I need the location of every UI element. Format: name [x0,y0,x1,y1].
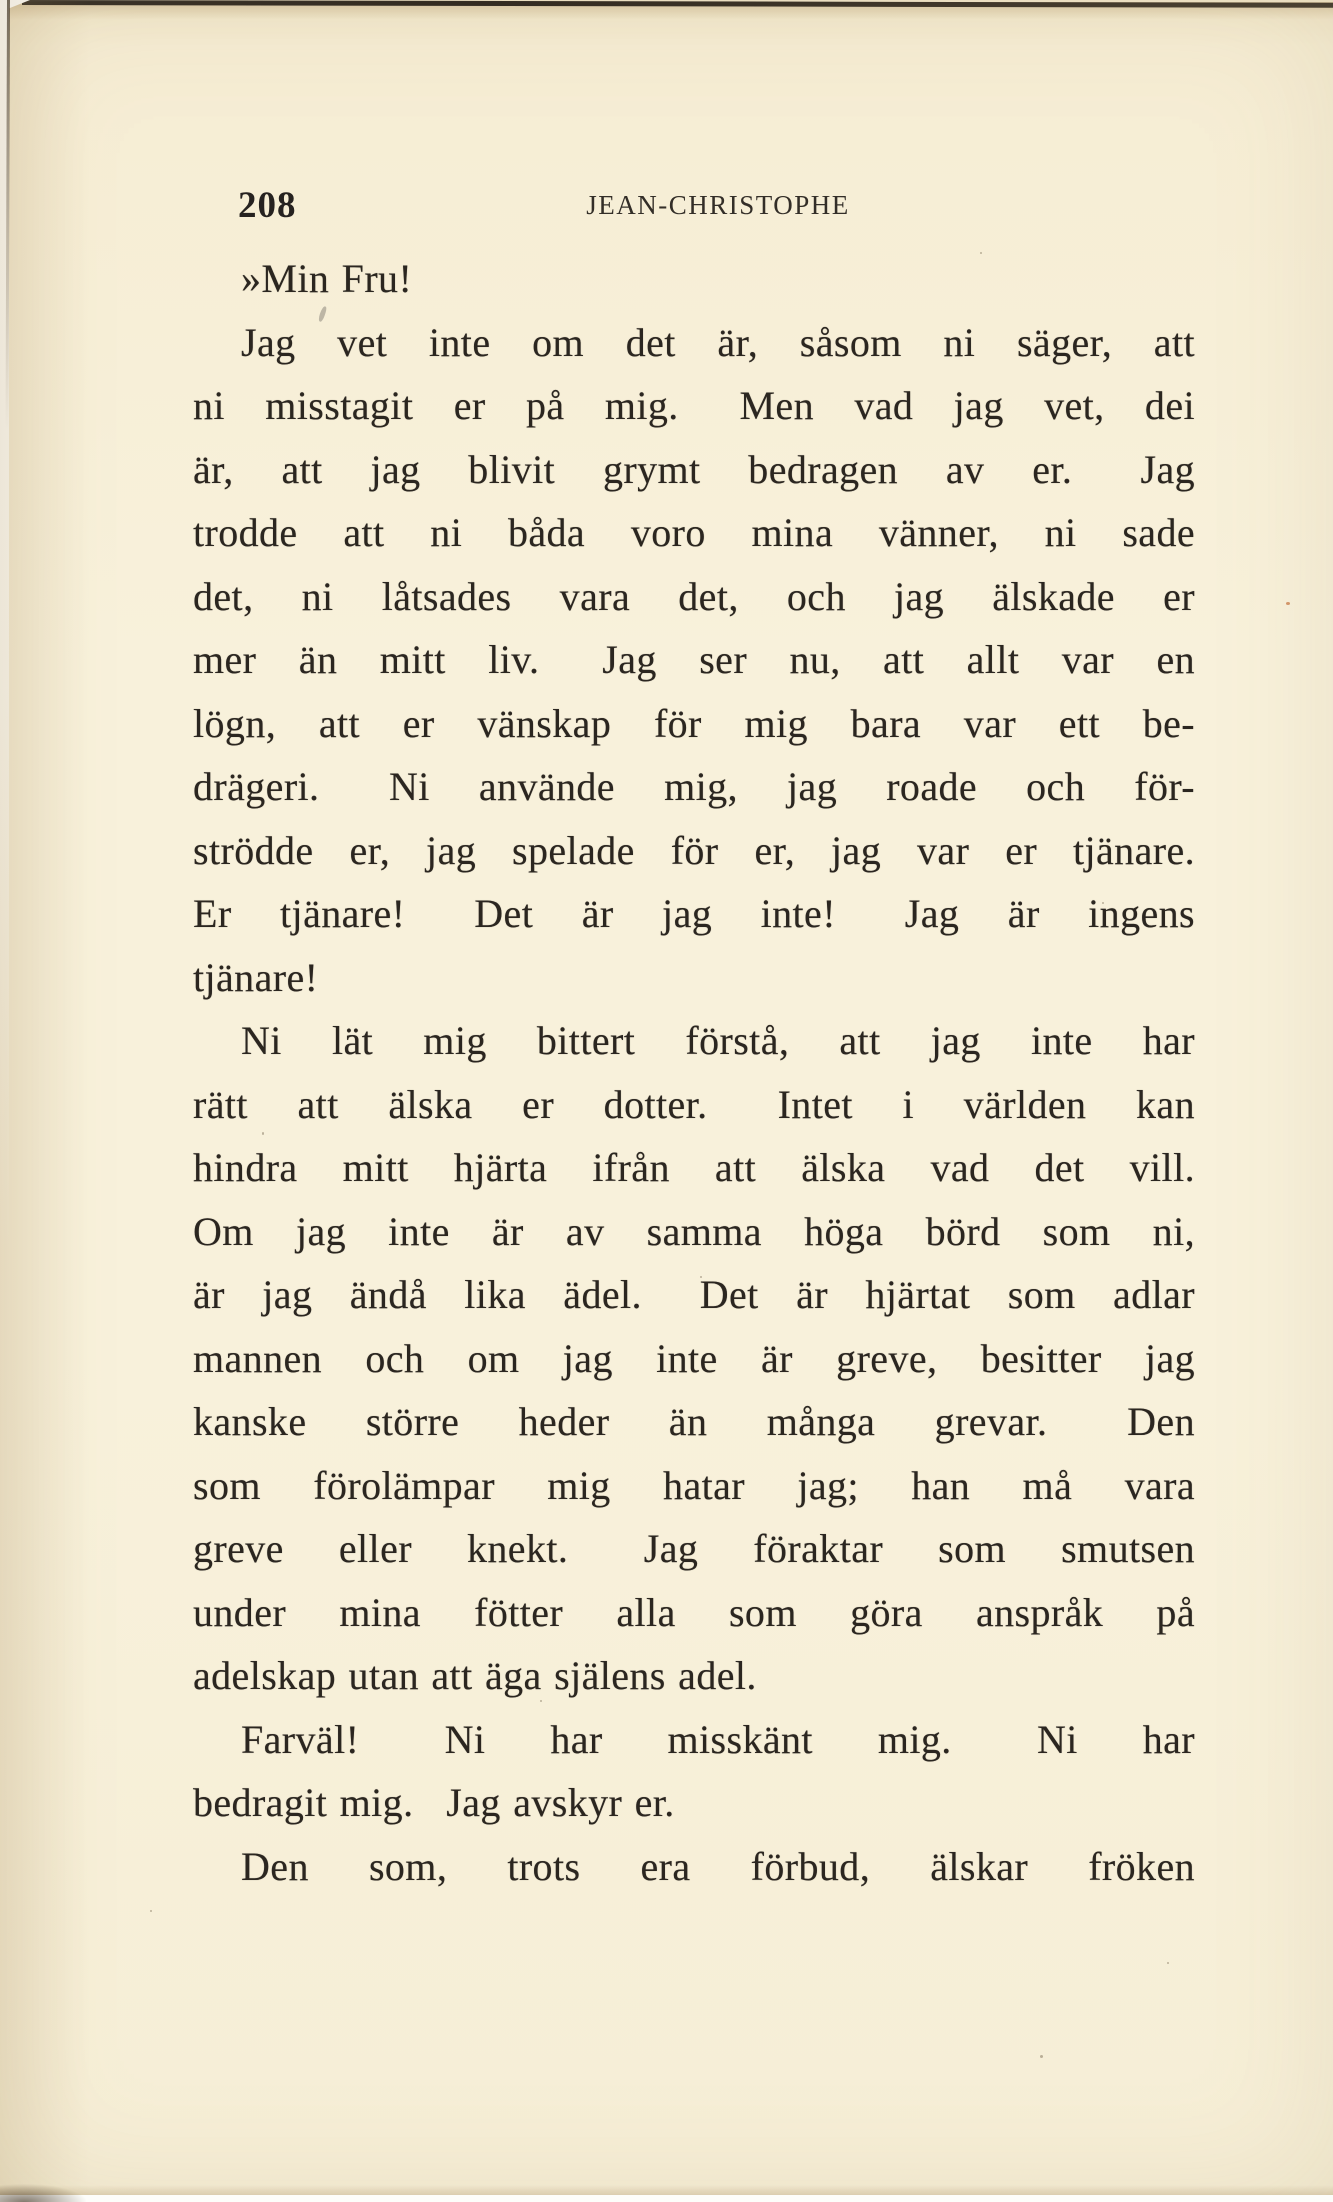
text-line: adelskap utan att äga själens adel. [193,1653,757,1698]
text-line: rätt att älska er dotter. Intet i världen kan [193,1081,1195,1127]
text-line: »Min Fru! [241,256,413,301]
page-bottom-smudge [0,2184,86,2202]
text-line: är jag ändå lika ädel. Det är hjärtat som adlar [193,1272,1195,1317]
text-line: trodde att ni båda voro mina vänner, ni sade [193,510,1195,555]
text-line: det, ni låtsades vara det, och jag älskade er [193,573,1195,619]
text-line: hindra mitt hjärta ifrån att älska vad det vill. [193,1145,1195,1190]
text-line: Ni lät mig bittert förstå, att jag inte har [241,1018,1195,1063]
text-line: kanske större heder än många grevar. Den [193,1399,1195,1444]
text-column [193,247,1195,1898]
text-line: greve eller knekt. Jag föraktar som smutsen [193,1526,1195,1571]
paper-speck [150,1910,152,1912]
text-line: Jag vet inte om det är, såsom ni säger, att [241,319,1195,365]
scan-background-bottom [0,2195,1333,2202]
text-line: mer än mitt liv. Jag ser nu, att allt var en [193,637,1195,682]
text-line: drägeri. Ni använde mig, jag roade och för- [193,764,1195,809]
paper-speck [1167,1962,1169,1964]
paper-speck [1040,2055,1043,2058]
page-left-shadow [0,0,90,2202]
text-line: Farväl! Ni har misskänt mig. Ni har [241,1716,1195,1762]
paper-speck [980,252,982,254]
text-line: lögn, att er vänskap för mig bara var ett be- [193,700,1195,746]
running-header [193,190,1195,221]
page-number: 208 [238,185,297,226]
text-line: ni misstagit er på mig. Men vad jag vet, dei [193,383,1195,428]
text-line: Den som, trots era förbud, älskar fröken [241,1843,1195,1889]
paper-speck [700,1276,702,1278]
text-line: under mina fötter alla som göra anspråk på [193,1589,1195,1635]
text-line: tjänare! [193,954,319,1000]
paper-speck [1286,602,1290,605]
text-line: Om jag inte är av samma höga börd som ni, [193,1208,1195,1254]
text-line: är, att jag blivit grymt bedragen av er. Jag [193,446,1195,492]
paper-speck [262,1132,264,1135]
text-line: Er tjänare! Det är jag inte! Jag är ingens [193,891,1195,936]
paper-speck [540,1700,542,1702]
paper-speck [420,592,422,594]
text-line: strödde er, jag spelade för er, jag var er tjänare. [193,827,1195,873]
text-line: mannen och om jag inte är greve, besitter jag [193,1335,1195,1381]
running-header-text: JEAN-CHRISTOPHE [586,190,850,220]
text-line: bedragit mig. Jag avskyr er. [193,1780,675,1825]
paper-speck [1102,902,1104,904]
text-line: som förolämpar mig hatar jag; han må vara [193,1462,1195,1508]
